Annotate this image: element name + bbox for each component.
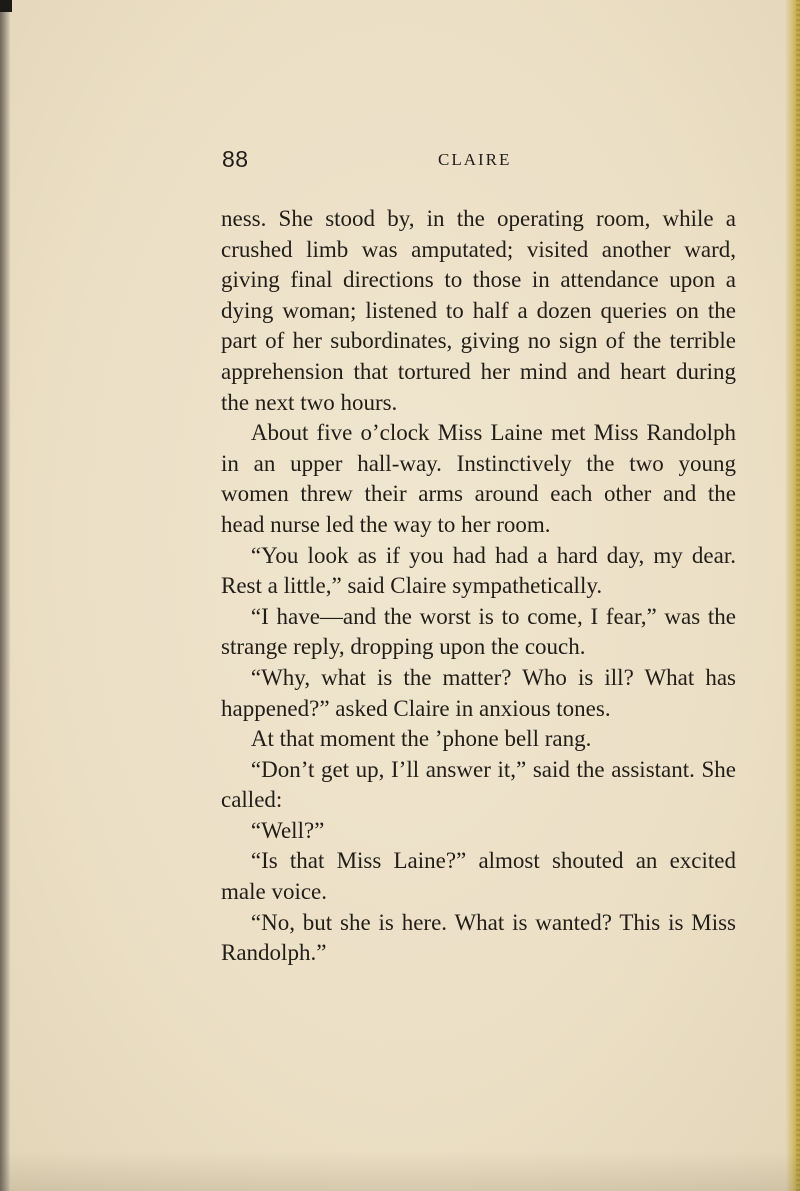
paragraph: “No, but she is here. What is wanted? This is Miss Randolph.” bbox=[221, 909, 736, 966]
paragraph: “You look as if you had had a hard day, my dear. Rest a little,” said Claire sympathetically. bbox=[221, 542, 736, 599]
paragraph: “Why, what is the matter? Who is ill? What has happened?” asked Claire in anxious tones. bbox=[221, 664, 736, 721]
paragraph: “Well?” bbox=[250, 817, 325, 843]
paragraph: At that moment the ’phone bell rang. bbox=[250, 726, 592, 752]
paragraph: “Don’t get up, I’ll answer it,” said the assistant. She called: bbox=[221, 756, 736, 813]
page-bottom-shadow bbox=[0, 1151, 800, 1191]
running-head: CLAIRE bbox=[438, 150, 512, 169]
paragraph: ness. She stood by, in the operating room, while a crushed limb was amputated; visited another ward, giving final directions to those in attendance upon a dying woman; listened to half a dozen queries on the part of her subordinates, giving no sign of the terrible apprehension that tortured her mind and heart during the next two hours. bbox=[221, 206, 736, 415]
page-fore-edge bbox=[786, 0, 800, 1191]
page-header bbox=[222, 146, 742, 178]
page-number: 88 bbox=[222, 146, 249, 172]
paragraph: “I have—and the worst is to come, I fear,” was the strange reply, dropping upon the couch. bbox=[221, 603, 736, 660]
paragraph: “Is that Miss Laine?” almost shouted an excited male voice. bbox=[221, 848, 736, 905]
body-text bbox=[221, 204, 736, 969]
page-gutter-edge bbox=[0, 0, 10, 1191]
paragraph: About five o’clock Miss Laine met Miss Randolph in an upper hall-way. Instinctively the two young women threw their arms around each other and the head nurse led the way to her room. bbox=[221, 420, 736, 537]
